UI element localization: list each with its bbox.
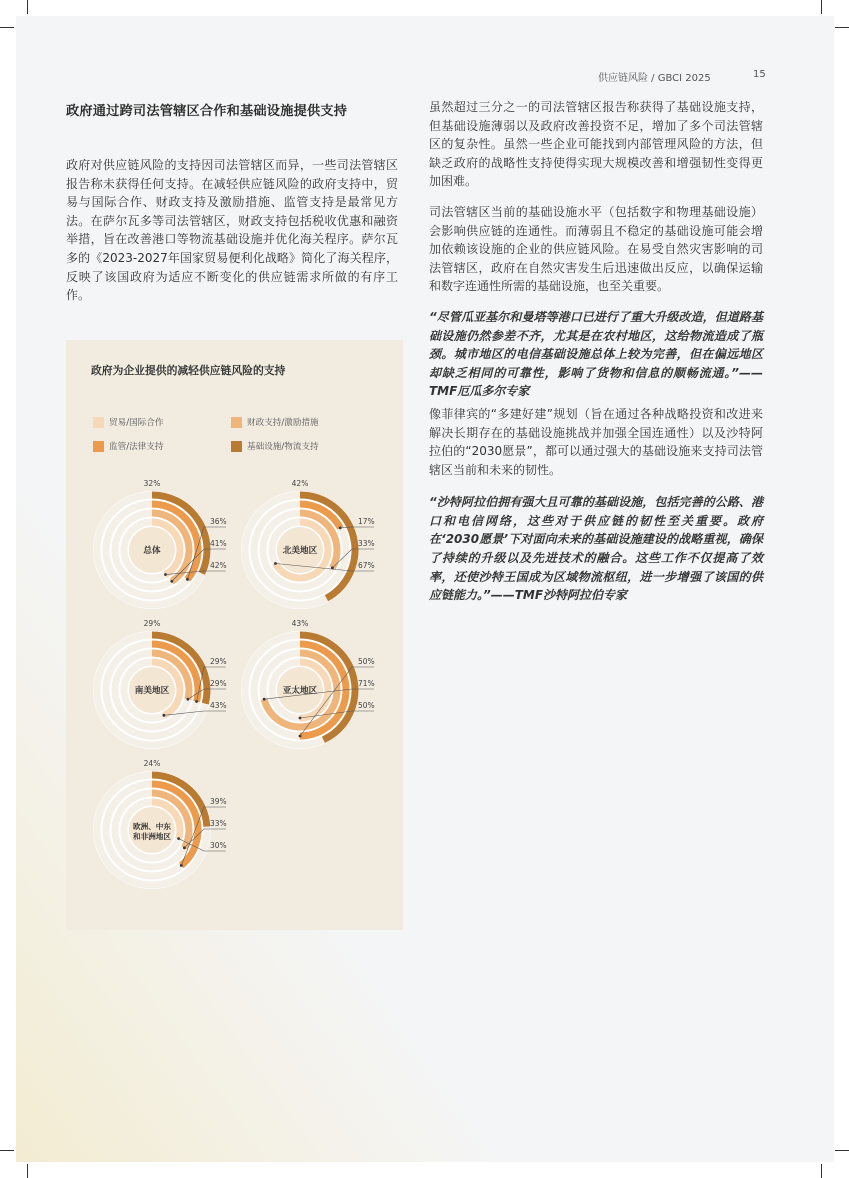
chart-panel: [66, 340, 403, 930]
expert-quote: “尽管瓜亚基尔和曼塔等港口已进行了重大升级改造，但道路基础设施仍然参差不齐，尤其是在农村地区，这给物流造成了瓶颈。城市地区的电信基础设施总体上较为完善，但在偏远地区却缺乏相同的可靠性，影响了货物和信息的顺畅流通。”——TMF厄瓜多尔专家: [429, 309, 763, 399]
region-label: 北美地区: [282, 546, 318, 556]
data-label: 71%: [358, 679, 375, 688]
data-label: 17%: [358, 517, 375, 526]
data-label: 43%: [210, 701, 227, 710]
page-number: 15: [753, 69, 766, 80]
legend-label: 监管/法律支持: [109, 442, 164, 452]
region-label: 欧洲、中东: [133, 822, 171, 831]
legend-label: 基础设施/物流支持: [247, 442, 319, 452]
data-label: 33%: [210, 819, 227, 828]
legend-label: 财政支持/激励措施: [247, 418, 319, 428]
running-header: 供应链风险 / GBCI 2025: [598, 73, 711, 84]
data-label: 29%: [210, 679, 227, 688]
data-label: 29%: [210, 657, 227, 666]
data-label: 32%: [143, 479, 161, 488]
region-label: 南美地区: [134, 686, 170, 696]
body-paragraph: 像菲律宾的“多建好建”规划（旨在通过各种战略投资和改进来解决长期存在的基础设施挑战并加强全国连通性）以及沙特阿拉伯的“2030愿景”，都可以通过强大的基础设施来支持司法管辖区当前和未来的韧性。: [429, 406, 763, 477]
section-heading: 政府通过跨司法管辖区合作和基础设施提供支持: [66, 104, 348, 119]
crop-mark: [0, 1150, 14, 1151]
crop-mark: [835, 27, 849, 28]
region-label: 总体: [143, 546, 161, 556]
chart-title: 政府为企业提供的减轻供应链风险的支持: [91, 364, 286, 377]
data-label: 24%: [143, 759, 161, 768]
right-column: [429, 98, 763, 605]
crop-mark: [821, 1164, 822, 1178]
body-paragraph: 政府对供应链风险的支持因司法管辖区而异，一些司法管辖区报告称未获得任何支持。在减轻供应链风险的政府支持中，贸易与国际合作、财政支持及激励措施、监管支持是最常见方法。在萨尔瓦多等司法管辖区，财政支持包括税收优惠和融资举措，旨在改善港口等物流基础设施并优化海关程序。萨尔瓦多的《2023-2027年国家贸易便利化战略》简化了海关程序，反映了该国政府为适应不断变化的供应链需求所做的有序工作。: [66, 158, 398, 303]
crop-mark: [821, 0, 822, 14]
data-label: 30%: [210, 841, 227, 850]
data-label: 42%: [210, 561, 227, 570]
data-label: 33%: [358, 539, 375, 548]
legend-label: 贸易/国际合作: [109, 418, 164, 428]
crop-mark: [27, 0, 28, 14]
data-label: 50%: [358, 701, 375, 710]
data-label: 42%: [291, 479, 309, 488]
data-label: 39%: [210, 797, 227, 806]
left-column: [66, 100, 398, 305]
crop-mark: [0, 27, 14, 28]
data-label: 43%: [291, 619, 309, 628]
data-label: 36%: [210, 517, 227, 526]
body-paragraph: 虽然超过三分之一的司法管辖区报告称获得了基础设施支持，但基础设施薄弱以及政府改善投资不足，增加了多个司法管辖区的复杂性。虽然一些企业可能找到内部管理风险的方法，但缺乏政府的战略性支持使得实现大规模改善和增强韧性变得更加困难。: [429, 100, 763, 189]
body-paragraph: 司法管辖区当前的基础设施水平（包括数字和物理基础设施）会影响供应链的连通性。而薄弱且不稳定的基础设施可能会增加依赖该设施的企业的供应链风险。在易受自然灾害影响的司法管辖区，政府在自然灾害发生后迅速做出反应，以确保运输和数字连通性所需的基础设施，也至关重要。: [429, 204, 763, 294]
radial-charts: [66, 340, 403, 930]
crop-mark: [27, 1164, 28, 1178]
data-label: 50%: [358, 657, 375, 666]
region-label: 和非洲地区: [133, 832, 171, 841]
data-label: 29%: [143, 619, 161, 628]
arc-end-dot: [177, 837, 180, 840]
region-label: 亚太地区: [282, 686, 318, 696]
crop-mark: [835, 1150, 849, 1151]
expert-quote: “沙特阿拉伯拥有强大且可靠的基础设施，包括完善的公路、港口和电信网络，这些对于供应链的韧性至关重要。政府在‘2030愿景’下对面向未来的基础设施建设的战略重视，确保了持续的升级以及先进技术的融合。这些工作不仅提高了效率，还使沙特王国成为区域物流枢纽，进一步增强了该国的供应链能力。”——TMF沙特阿拉伯专家: [429, 495, 763, 603]
data-label: 41%: [210, 539, 227, 548]
data-label: 67%: [358, 561, 375, 570]
